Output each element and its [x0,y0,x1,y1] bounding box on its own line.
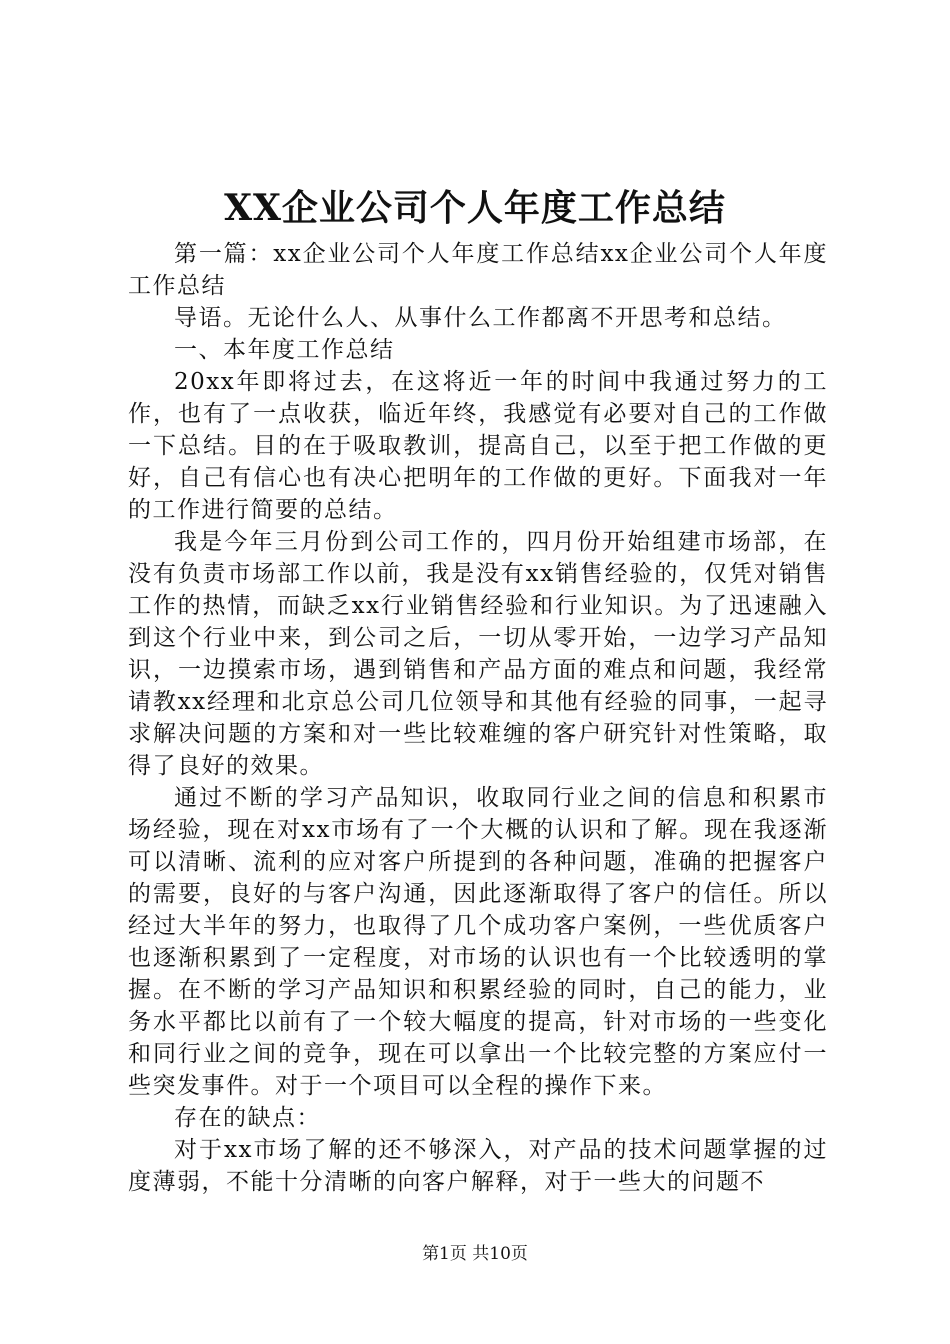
document-body [128,238,828,1198]
paragraph: 20xx年即将过去，在这将近一年的时间中我通过努力的工作，也有了一点收获，临近年终，我感觉有必要对自己的工作做一下总结。目的在于吸取教训，提高自己，以至于把工作做的更好，自己有信心也有决心把明年的工作做的更好。下面我对一年的工作进行简要的总结。 [128,369,828,523]
page-footer: 第1页 共10页 [422,1244,528,1264]
document-title: XX企业公司个人年度工作总结 [224,187,726,229]
subheading-shortcomings: 存在的缺点： [174,1105,321,1131]
paragraph-intro: 第一篇：xx企业公司个人年度工作总结xx企业公司个人年度工作总结 [128,241,828,299]
paragraph: 通过不断的学习产品知识，收取同行业之间的信息和积累市场经验，现在对xx市场有了一个大概的认识和了解。现在我逐渐可以清晰、流利的应对客户所提到的各种问题，准确的把握客户的需要，良好的与客户沟通，因此逐渐取得了客户的信任。所以经过大半年的努力，也取得了几个成功客户案例，一些优质客户也逐渐积累到了一定程度，对市场的认识也有一个比较透明的掌握。在不断的学习产品知识和积累经验的同时，自己的能力，业务水平都比以前有了一个较大幅度的提高，针对市场的一些变化和同行业之间的竞争，现在可以拿出一个比较完整的方案应付一些突发事件。对于一个项目可以全程的操作下来。 [128,785,828,1099]
section-heading: 一、本年度工作总结 [174,337,395,363]
paragraph-lead: 导语。无论什么人、从事什么工作都离不开思考和总结。 [174,305,787,331]
paragraph: 对于xx市场了解的还不够深入，对产品的技术问题掌握的过度薄弱，不能十分清晰的向客户解释，对于一些大的问题不 [128,1137,828,1195]
paragraph: 我是今年三月份到公司工作的，四月份开始组建市场部，在没有负责市场部工作以前，我是没有xx销售经验的，仅凭对销售工作的热情，而缺乏xx行业销售经验和行业知识。为了迅速融入到这个行业中来，到公司之后，一切从零开始，一边学习产品知识，一边摸索市场，遇到销售和产品方面的难点和问题，我经常请教xx经理和北京总公司几位领导和其他有经验的同事，一起寻求解决问题的方案和对一些比较难缠的客户研究针对性策略，取得了良好的效果。 [128,529,828,779]
